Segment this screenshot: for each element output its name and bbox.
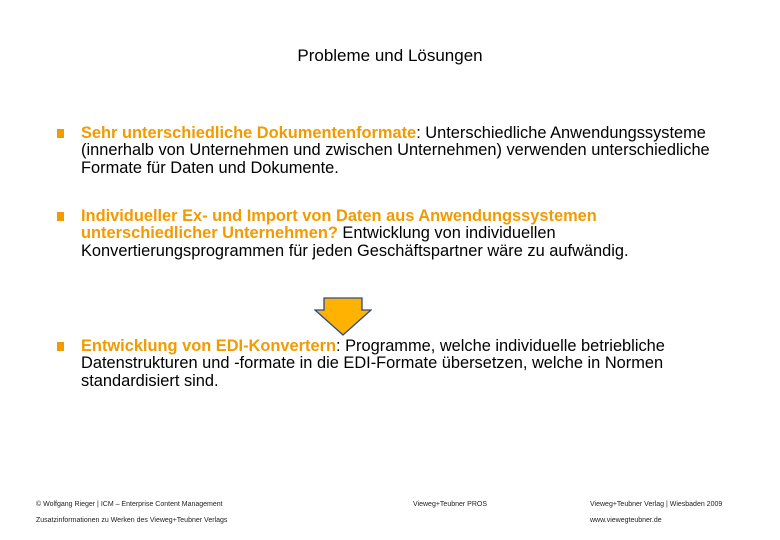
footer-publisher-line: Vieweg+Teubner Verlag | Wiesbaden 2009	[590, 501, 723, 508]
down-arrow-icon	[314, 297, 372, 337]
bullet-highlight: Sehr unterschiedliche Dokumentenformate	[81, 124, 417, 142]
bullet-text	[81, 125, 717, 177]
square-bullet-icon	[57, 342, 64, 351]
footer-publisher	[590, 497, 722, 529]
footer-copyright-line: © Wolfgang Rieger | ICM – Enterprise Content Management	[36, 501, 223, 508]
footer-website: www.viewegteubner.de	[590, 517, 662, 524]
bullet-item-ex-import	[57, 208, 717, 260]
footer-center: Vieweg+Teubner PROS	[413, 501, 487, 508]
bullet-body: Programme, welche individuelle betriebliche Datenstrukturen und -formate in die EDI-Formate übersetzen, welche in Normen standardisiert sind.	[81, 337, 665, 390]
bullet-separator: :	[416, 124, 426, 142]
footer-info-line: Zusatzinformationen zu Werken des Vieweg+Teubner Verlags	[36, 517, 228, 524]
bullet-highlight: Entwicklung von EDI-Konvertern	[81, 337, 336, 355]
bullet-body: Entwicklung von individuellen Konvertierungsprogrammen für jeden Geschäftspartner wäre zu aufwändig.	[81, 224, 629, 260]
bullet-highlight: Individueller Ex- und Import von Daten aus Anwendungssystemen unterschiedlicher Unternehmen?	[81, 207, 597, 243]
bullet-text	[81, 338, 717, 390]
square-bullet-icon	[57, 129, 64, 138]
bullet-separator: :	[336, 337, 346, 355]
footer-copyright	[36, 497, 227, 529]
bullet-text	[81, 208, 717, 260]
bullet-item-dokumentenformate	[57, 125, 717, 177]
square-bullet-icon	[57, 212, 64, 221]
bullet-item-edi-konverter	[57, 338, 717, 390]
page-title: Probleme und Lösungen	[297, 46, 483, 65]
bullet-body: Unterschiedliche Anwendungssysteme (innerhalb von Unternehmen und zwischen Unternehmen) verwenden unterschiedliche Formate für Daten und Dokumente.	[81, 124, 710, 177]
